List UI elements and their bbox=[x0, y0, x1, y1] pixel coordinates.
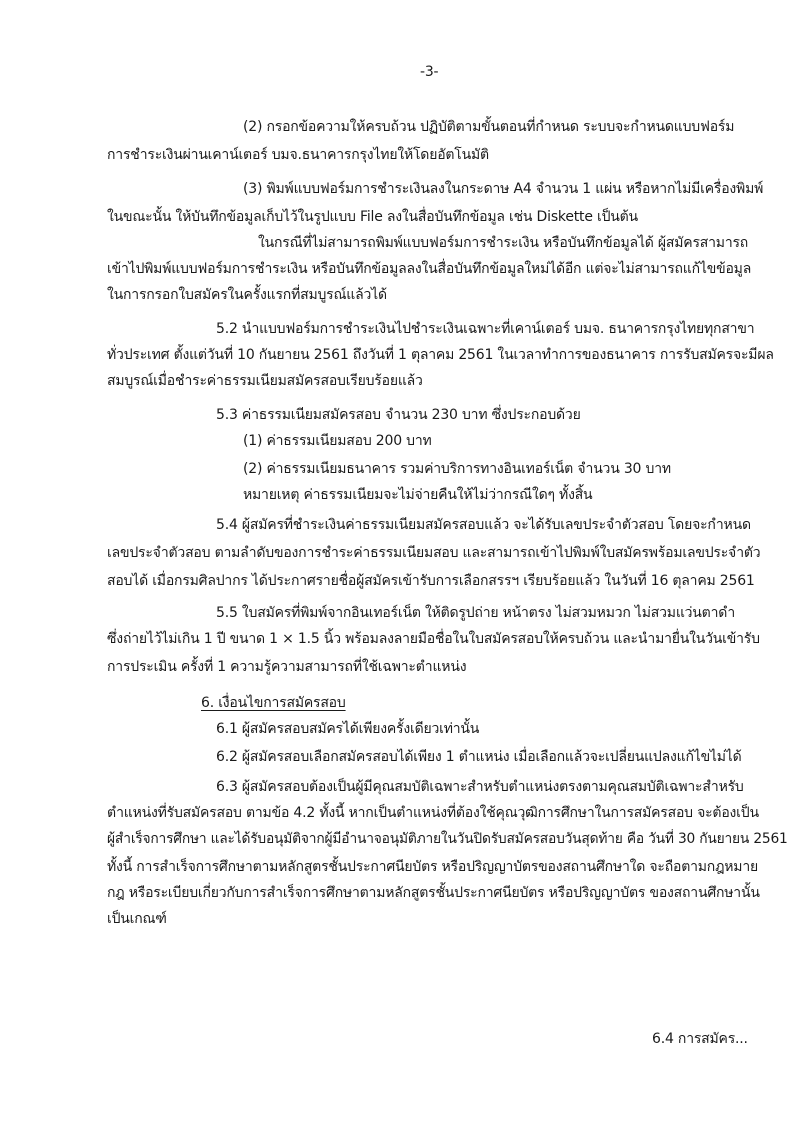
section-5-3-line-1: 5.3 ค่าธรรมเนียมสมัครสอบ จำนวน 230 บาท ซึ่งประกอบด้วย bbox=[216, 407, 581, 423]
section-6-1: 6.1 ผู้สมัครสอบสมัครได้เพียงครั้งเดียวเท่านั้น bbox=[216, 721, 480, 737]
section-5-5-line-1: 5.5 ใบสมัครที่พิมพ์จากอินเทอร์เน็ต ให้ติดรูปถ่าย หน้าตรง ไม่สวมหมวก ไม่สวมแว่นตาดำ bbox=[216, 605, 735, 621]
section-6-3-line-2: ตำแหน่งที่รับสมัครสอบ ตามข้อ 4.2 ทั้งนี้ หากเป็นตำแหน่งที่ต้องใช้คุณวุฒิการศึกษาในการสมัครสอบ จะต้องเป็น bbox=[107, 805, 759, 821]
section-6-3-line-4: ทั้งนี้ การสำเร็จการศึกษาตามหลักสูตรชั้นประกาศนียบัตร หรือปริญญาบัตรของสถานศึกษาใด จะถือตามกฎหมาย bbox=[107, 859, 758, 875]
section-5-2-line-2: ทั่วประเทศ ตั้งแต่วันที่ 10 กันยายน 2561 ถึงวันที่ 1 ตุลาคม 2561 ในเวลาทำการของธนาคาร การรับสมัครจะมีผล bbox=[107, 347, 774, 363]
section-6-3-line-5: กฎ หรือระเบียบเกี่ยวกับการสำเร็จการศึกษาตามหลักสูตรชั้นประกาศนียบัตร หรือปริญญาบัตร ของสถานศึกษานั้น bbox=[107, 885, 760, 901]
section-5-4-line-2: เลขประจำตัวสอบ ตามลำดับของการชำระค่าธรรมเนียมสอบ และสามารถเข้าไปพิมพ์ใบสมัครพร้อมเลขประจำตัว bbox=[107, 545, 761, 561]
section-6-3-line-6: เป็นเกณฑ์ bbox=[107, 911, 167, 927]
note-line-2: เข้าไปพิมพ์แบบฟอร์มการชำระเงิน หรือบันทึกข้อมูลลงในสื่อบันทึกข้อมูลใหม่ได้อีก แต่จะไม่สามารถแก้ไขข้อมูล bbox=[107, 261, 752, 277]
item-2-line-1: (2) กรอกข้อความให้ครบถ้วน ปฏิบัติตามขั้นตอนที่กำหนด ระบบจะกำหนดแบบฟอร์ม bbox=[243, 119, 735, 135]
section-5-4-line-1: 5.4 ผู้สมัครที่ชำระเงินค่าธรรมเนียมสมัครสอบแล้ว จะได้รับเลขประจำตัวสอบ โดยจะกำหนด bbox=[216, 517, 751, 533]
section-6-2: 6.2 ผู้สมัครสอบเลือกสมัครสอบได้เพียง 1 ตำแหน่ง เมื่อเลือกแล้วจะเปลี่ยนแปลงแก้ไขไม่ได้ bbox=[216, 749, 742, 765]
section-5-3-remark: หมายเหตุ ค่าธรรมเนียมจะไม่จ่ายคืนให้ไม่ว่ากรณีใดๆ ทั้งสิ้น bbox=[243, 487, 593, 503]
item-2-line-2: การชำระเงินผ่านเคาน์เตอร์ บมจ.ธนาคารกรุงไทยให้โดยอัตโนมัติ bbox=[107, 147, 489, 163]
section-5-3-item-1: (1) ค่าธรรมเนียมสอบ 200 บาท bbox=[243, 433, 432, 449]
section-5-3-item-2: (2) ค่าธรรมเนียมธนาคาร รวมค่าบริการทางอินเทอร์เน็ต จำนวน 30 บาท bbox=[243, 461, 671, 477]
item-3-line-2: ในขณะนั้น ให้บันทึกข้อมูลเก็บไว้ในรูปแบบ File ลงในสื่อบันทึกข้อมูล เช่น Diskette เป็นต้น bbox=[107, 209, 638, 225]
note-line-1: ในกรณีที่ไม่สามารถพิมพ์แบบฟอร์มการชำระเงิน หรือบันทึกข้อมูลได้ ผู้สมัครสามารถ bbox=[258, 235, 749, 251]
section-5-2-line-1: 5.2 นำแบบฟอร์มการชำระเงินไปชำระเงินเฉพาะที่เคาน์เตอร์ บมจ. ธนาคารกรุงไทยทุกสาขา bbox=[216, 321, 755, 337]
section-6-3-line-1: 6.3 ผู้สมัครสอบต้องเป็นผู้มีคุณสมบัติเฉพาะสำหรับตำแหน่งตรงตามคุณสมบัติเฉพาะสำหรับ bbox=[216, 779, 744, 795]
section-5-5-line-3: การประเมิน ครั้งที่ 1 ความรู้ความสามารถที่ใช้เฉพาะตำแหน่ง bbox=[107, 659, 467, 675]
section-5-5-line-2: ซึ่งถ่ายไว้ไม่เกิน 1 ปี ขนาด 1 × 1.5 นิ้ว พร้อมลงลายมือชื่อในใบสมัครสอบให้ครบถ้วน และนำมายื่นในวันเข้ารับ bbox=[107, 631, 760, 647]
page-number: -3- bbox=[420, 64, 439, 80]
section-5-4-line-3: สอบได้ เมื่อกรมศิลปากร ได้ประกาศรายชื่อผู้สมัครเข้ารับการเลือกสรรฯ เรียบร้อยแล้ว ในวันที่ 16 ตุลาคม 2561 bbox=[107, 573, 755, 589]
section-5-2-line-3: สมบูรณ์เมื่อชำระค่าธรรมเนียมสมัครสอบเรียบร้อยแล้ว bbox=[107, 373, 423, 389]
section-6-heading: 6. เงื่อนไขการสมัครสอบ bbox=[201, 695, 346, 711]
continuation-note: 6.4 การสมัคร... bbox=[652, 1031, 748, 1047]
section-6-3-line-3: ผู้สำเร็จการศึกษา และได้รับอนุมัติจากผู้มีอำนาจอนุมัติภายในวันปิดรับสมัครสอบวันสุดท้าย คือ วันที่ 30 กันยายน 2561 bbox=[107, 831, 788, 847]
item-3-line-1: (3) พิมพ์แบบฟอร์มการชำระเงินลงในกระดาษ A4 จำนวน 1 แผ่น หรือหากไม่มีเครื่องพิมพ์ bbox=[243, 181, 764, 197]
note-line-3: ในการกรอกใบสมัครในครั้งแรกที่สมบูรณ์แล้วได้ bbox=[107, 287, 387, 303]
